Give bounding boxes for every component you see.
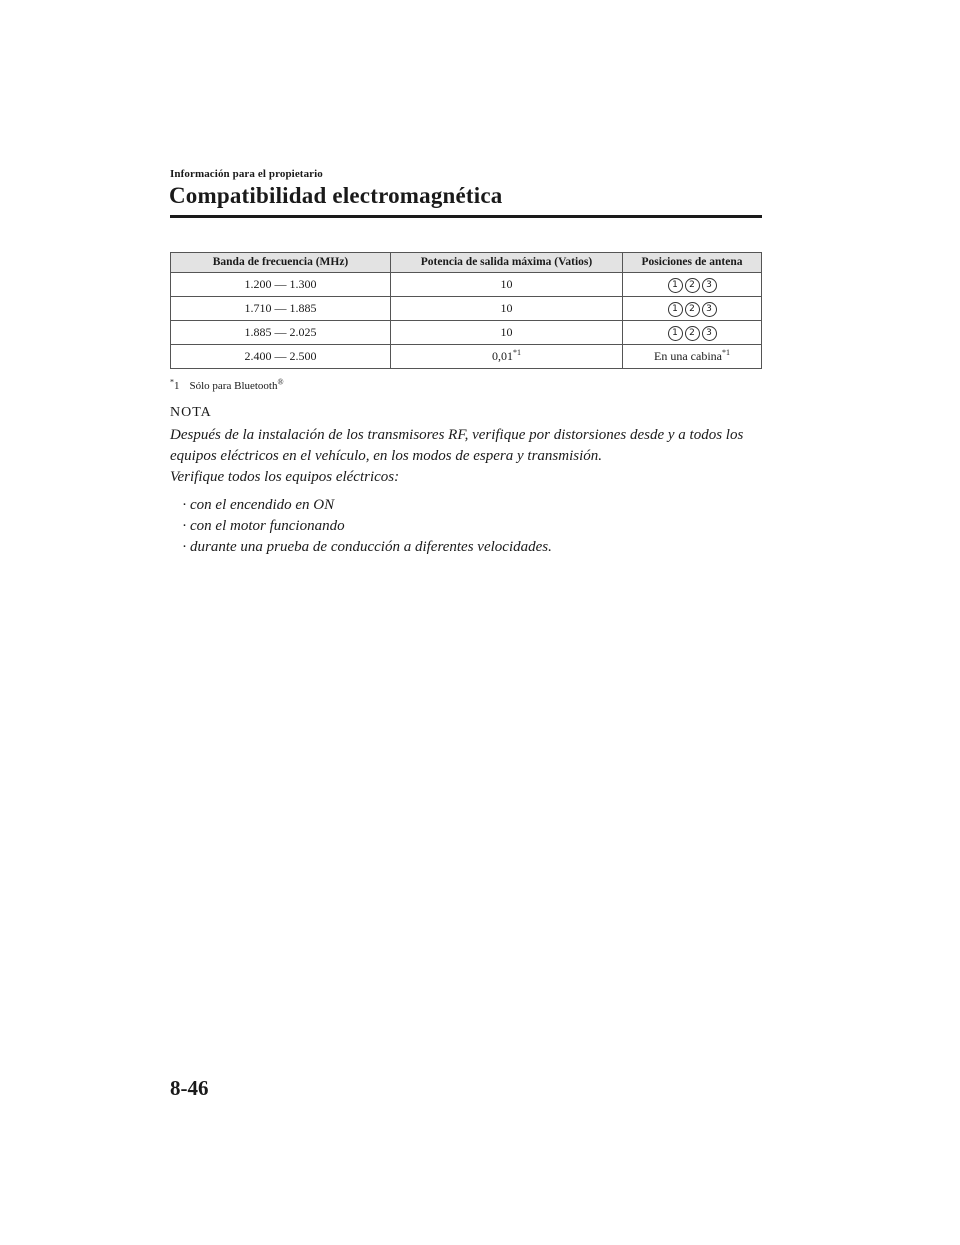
registered-mark: ® bbox=[277, 377, 284, 387]
footnote-ref: *1 bbox=[721, 348, 730, 357]
cell-positions bbox=[623, 273, 762, 297]
note-heading: NOTA bbox=[170, 405, 212, 420]
cell-band: 1.200 ― 1.300 bbox=[171, 273, 391, 297]
footnote bbox=[170, 377, 284, 392]
circled-number-icon: 2 bbox=[685, 326, 700, 341]
page-number: 8-46 bbox=[170, 1076, 209, 1100]
table-row bbox=[171, 297, 762, 321]
bullet-icon: · bbox=[182, 497, 187, 513]
list-item: · con el encendido en ON bbox=[170, 495, 770, 516]
section-label: Información para el propietario bbox=[170, 168, 323, 180]
page-title: Compatibilidad electromagnética bbox=[169, 183, 503, 208]
cell-band: 1.885 ― 2.025 bbox=[171, 321, 391, 345]
header-power: Potencia de salida máxima (Vatios) bbox=[391, 253, 623, 273]
bullet-icon: · bbox=[182, 539, 187, 555]
footnote-mark: *1 bbox=[170, 377, 180, 392]
cell-power: 10 bbox=[391, 297, 623, 321]
cell-positions bbox=[623, 297, 762, 321]
table-row bbox=[171, 273, 762, 297]
cell-band: 1.710 ― 1.885 bbox=[171, 297, 391, 321]
title-rule bbox=[170, 215, 762, 218]
circled-number-icon: 3 bbox=[702, 278, 717, 293]
table-body bbox=[171, 273, 762, 369]
cell-power: 10 bbox=[391, 321, 623, 345]
note-list bbox=[170, 495, 770, 558]
table-header-row bbox=[171, 253, 762, 273]
cell-positions: En una cabina$^{*1}$ bbox=[623, 345, 762, 369]
list-item: · con el motor funcionando bbox=[170, 516, 770, 537]
table-row bbox=[171, 321, 762, 345]
frequency-table bbox=[170, 252, 762, 369]
footnote-ref: *1 bbox=[513, 348, 521, 357]
note-body bbox=[170, 425, 770, 558]
note-paragraph: Después de la instalación de los transmisores RF, verifique por distorsiones desde y a todos los equipos eléctricos en el vehículo, en los modos de espera y transmisión. bbox=[170, 427, 744, 464]
cell-power: 0,01$^{*1}$ bbox=[391, 345, 623, 369]
circled-number-icon: 3 bbox=[702, 302, 717, 317]
bullet-icon: · bbox=[182, 518, 187, 534]
table-row bbox=[171, 345, 762, 369]
header-band: Banda de frecuencia (MHz) bbox=[171, 253, 391, 273]
header-positions: Posiciones de antena bbox=[623, 253, 762, 273]
circled-number-icon: 3 bbox=[702, 326, 717, 341]
list-item: · durante una prueba de conducción a diferentes velocidades. bbox=[170, 537, 770, 558]
footnote-text: Sólo para Bluetooth bbox=[189, 380, 278, 392]
circled-number-icon: 1 bbox=[668, 302, 683, 317]
cell-positions bbox=[623, 321, 762, 345]
circled-number-icon: 1 bbox=[668, 278, 683, 293]
cell-band: 2.400 ― 2.500 bbox=[171, 345, 391, 369]
circled-number-icon: 2 bbox=[685, 278, 700, 293]
note-intro: Verifique todos los equipos eléctricos: bbox=[170, 469, 400, 485]
circled-number-icon: 2 bbox=[685, 302, 700, 317]
circled-number-icon: 1 bbox=[668, 326, 683, 341]
cell-power: 10 bbox=[391, 273, 623, 297]
footnote-asterisk: * bbox=[170, 377, 174, 387]
